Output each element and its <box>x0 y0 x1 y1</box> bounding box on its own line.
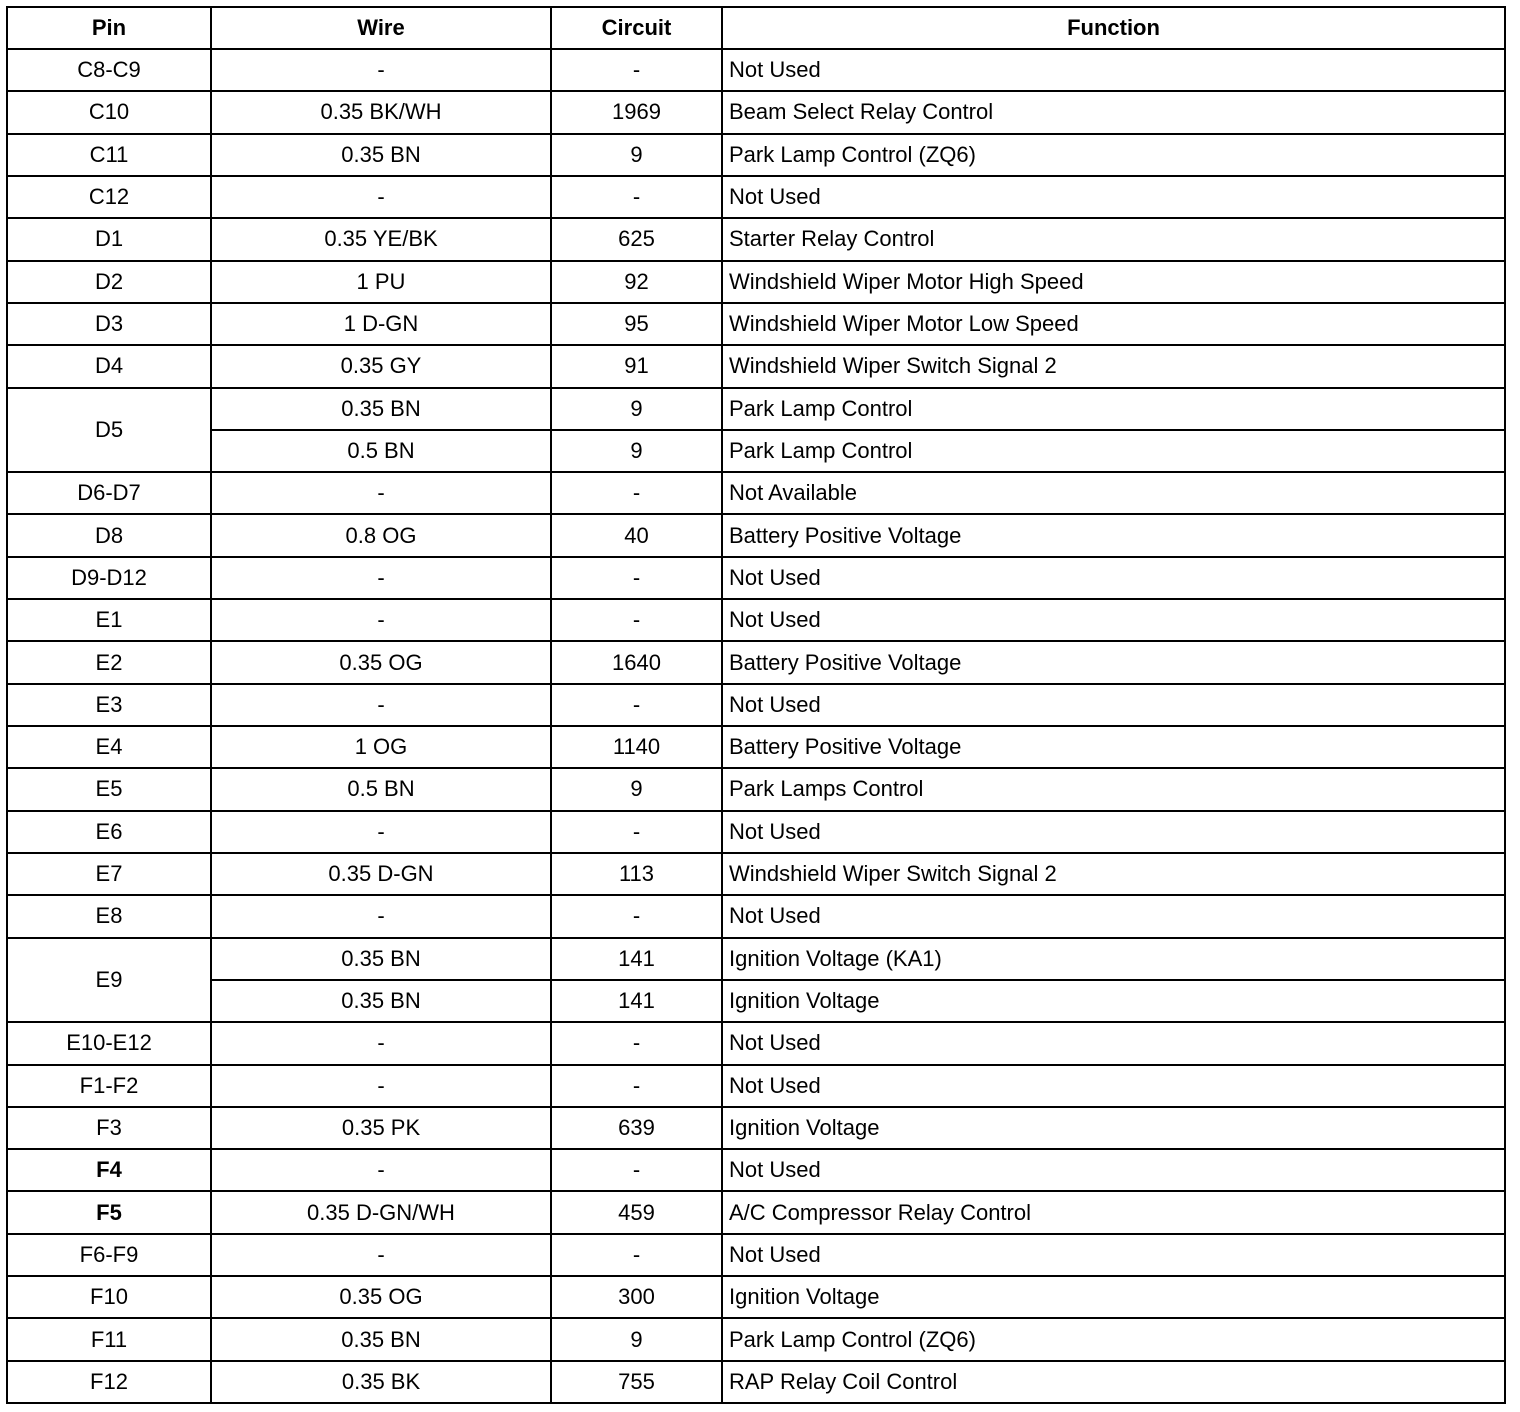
table-row <box>8 1361 1504 1402</box>
function-cell: Windshield Wiper Switch Signal 2 <box>722 345 1504 387</box>
wire-cell: 0.35 BN <box>211 980 551 1022</box>
circuit-cell: 141 <box>551 980 722 1022</box>
wire-cell: 0.35 BN <box>211 388 551 430</box>
wire-cell: - <box>211 1022 551 1064</box>
circuit-cell: 755 <box>551 1361 722 1402</box>
table-row <box>8 218 1504 260</box>
wire-cell: 1 D-GN <box>211 303 551 345</box>
circuit-cell: 639 <box>551 1107 722 1149</box>
wire-cell: 0.35 BK <box>211 1361 551 1402</box>
pin-cell: E7 <box>8 853 211 895</box>
function-cell: Park Lamp Control <box>722 430 1504 472</box>
table-row <box>8 895 1504 937</box>
function-cell: Battery Positive Voltage <box>722 726 1504 768</box>
table-row <box>8 49 1504 91</box>
circuit-cell: 141 <box>551 938 722 980</box>
pin-cell: C10 <box>8 91 211 133</box>
wire-cell: 0.35 OG <box>211 641 551 683</box>
circuit-cell: - <box>551 1022 722 1064</box>
table-header <box>8 8 1504 49</box>
circuit-cell: 1140 <box>551 726 722 768</box>
table-row <box>8 1022 1504 1064</box>
function-cell: Beam Select Relay Control <box>722 91 1504 133</box>
function-cell: Not Used <box>722 811 1504 853</box>
function-cell: A/C Compressor Relay Control <box>722 1191 1504 1233</box>
pin-cell: E3 <box>8 684 211 726</box>
table-row <box>8 811 1504 853</box>
table-row <box>8 1191 1504 1233</box>
function-cell: Not Available <box>722 472 1504 514</box>
pin-cell: F12 <box>8 1361 211 1402</box>
table-row <box>8 684 1504 726</box>
header-function: Function <box>722 8 1504 49</box>
connector-pinout-table-frame <box>6 6 1506 1404</box>
header-wire: Wire <box>211 8 551 49</box>
function-cell: Park Lamp Control (ZQ6) <box>722 1318 1504 1360</box>
header-pin: Pin <box>8 8 211 49</box>
circuit-cell: 40 <box>551 514 722 556</box>
circuit-cell: 9 <box>551 768 722 810</box>
circuit-cell: - <box>551 1065 722 1107</box>
function-cell: Not Used <box>722 1149 1504 1191</box>
circuit-cell: - <box>551 49 722 91</box>
table-row <box>8 853 1504 895</box>
wire-cell: - <box>211 49 551 91</box>
pin-cell: E1 <box>8 599 211 641</box>
circuit-cell: 92 <box>551 261 722 303</box>
table-row <box>8 599 1504 641</box>
wire-cell: 0.8 OG <box>211 514 551 556</box>
wire-cell: 0.35 YE/BK <box>211 218 551 260</box>
pin-cell: D9-D12 <box>8 557 211 599</box>
pin-cell: E6 <box>8 811 211 853</box>
circuit-cell: 1969 <box>551 91 722 133</box>
pin-cell: D2 <box>8 261 211 303</box>
table-row <box>8 1234 1504 1276</box>
function-cell: Ignition Voltage <box>722 1276 1504 1318</box>
function-cell: Park Lamp Control (ZQ6) <box>722 134 1504 176</box>
connector-pinout-table <box>8 8 1504 1402</box>
pin-cell: C12 <box>8 176 211 218</box>
pin-cell: F11 <box>8 1318 211 1360</box>
pin-cell: F6-F9 <box>8 1234 211 1276</box>
function-cell: Not Used <box>722 557 1504 599</box>
circuit-cell: 459 <box>551 1191 722 1233</box>
table-row <box>8 726 1504 768</box>
wire-cell: 1 PU <box>211 261 551 303</box>
circuit-cell: 625 <box>551 218 722 260</box>
table-row <box>8 641 1504 683</box>
pin-cell: C8-C9 <box>8 49 211 91</box>
function-cell: Battery Positive Voltage <box>722 514 1504 556</box>
function-cell: Windshield Wiper Switch Signal 2 <box>722 853 1504 895</box>
pin-cell: D3 <box>8 303 211 345</box>
wire-cell: 0.35 BN <box>211 1318 551 1360</box>
table-row <box>8 303 1504 345</box>
function-cell: Not Used <box>722 1065 1504 1107</box>
function-cell: RAP Relay Coil Control <box>722 1361 1504 1402</box>
circuit-cell: 1640 <box>551 641 722 683</box>
pin-cell: D4 <box>8 345 211 387</box>
circuit-cell: 300 <box>551 1276 722 1318</box>
table-row <box>8 557 1504 599</box>
circuit-cell: - <box>551 557 722 599</box>
circuit-cell: - <box>551 1234 722 1276</box>
wire-cell: - <box>211 1065 551 1107</box>
wire-cell: - <box>211 811 551 853</box>
wire-cell: 1 OG <box>211 726 551 768</box>
table-row <box>8 1149 1504 1191</box>
circuit-cell: - <box>551 684 722 726</box>
table-row <box>8 472 1504 514</box>
wire-cell: 0.35 BN <box>211 938 551 980</box>
wire-cell: 0.35 D-GN/WH <box>211 1191 551 1233</box>
table-body <box>8 49 1504 1402</box>
pin-cell: D5 <box>8 388 211 473</box>
pin-cell: F3 <box>8 1107 211 1149</box>
wire-cell: - <box>211 557 551 599</box>
function-cell: Not Used <box>722 895 1504 937</box>
table-row <box>8 345 1504 387</box>
table-row <box>8 1065 1504 1107</box>
table-row <box>8 938 1504 980</box>
table-row <box>8 388 1504 430</box>
table-row <box>8 768 1504 810</box>
function-cell: Not Used <box>722 684 1504 726</box>
table-row <box>8 1318 1504 1360</box>
wire-cell: 0.35 D-GN <box>211 853 551 895</box>
wire-cell: - <box>211 176 551 218</box>
circuit-cell: 9 <box>551 430 722 472</box>
table-row <box>8 514 1504 556</box>
pin-cell: F4 <box>8 1149 211 1191</box>
circuit-cell: 113 <box>551 853 722 895</box>
pin-cell: D1 <box>8 218 211 260</box>
function-cell: Not Used <box>722 1234 1504 1276</box>
function-cell: Windshield Wiper Motor Low Speed <box>722 303 1504 345</box>
pin-cell: C11 <box>8 134 211 176</box>
pin-cell: E10-E12 <box>8 1022 211 1064</box>
circuit-cell: - <box>551 176 722 218</box>
header-circuit: Circuit <box>551 8 722 49</box>
wire-cell: 0.35 OG <box>211 1276 551 1318</box>
wire-cell: 0.35 PK <box>211 1107 551 1149</box>
function-cell: Battery Positive Voltage <box>722 641 1504 683</box>
table-row <box>8 1276 1504 1318</box>
wire-cell: - <box>211 472 551 514</box>
circuit-cell: 9 <box>551 1318 722 1360</box>
pin-cell: E2 <box>8 641 211 683</box>
header-row <box>8 8 1504 49</box>
function-cell: Windshield Wiper Motor High Speed <box>722 261 1504 303</box>
pin-cell: E8 <box>8 895 211 937</box>
function-cell: Not Used <box>722 1022 1504 1064</box>
pin-cell: D6-D7 <box>8 472 211 514</box>
table-row <box>8 1107 1504 1149</box>
function-cell: Park Lamps Control <box>722 768 1504 810</box>
table-row <box>8 134 1504 176</box>
pin-cell: F5 <box>8 1191 211 1233</box>
wire-cell: - <box>211 599 551 641</box>
circuit-cell: 9 <box>551 134 722 176</box>
circuit-cell: 9 <box>551 388 722 430</box>
circuit-cell: - <box>551 599 722 641</box>
function-cell: Not Used <box>722 176 1504 218</box>
wire-cell: 0.35 GY <box>211 345 551 387</box>
pin-cell: D8 <box>8 514 211 556</box>
function-cell: Starter Relay Control <box>722 218 1504 260</box>
circuit-cell: - <box>551 811 722 853</box>
function-cell: Park Lamp Control <box>722 388 1504 430</box>
pin-cell: E5 <box>8 768 211 810</box>
wire-cell: 0.5 BN <box>211 430 551 472</box>
circuit-cell: - <box>551 895 722 937</box>
wire-cell: 0.35 BK/WH <box>211 91 551 133</box>
table-row <box>8 176 1504 218</box>
circuit-cell: 95 <box>551 303 722 345</box>
function-cell: Not Used <box>722 599 1504 641</box>
wire-cell: 0.35 BN <box>211 134 551 176</box>
wire-cell: - <box>211 1149 551 1191</box>
pin-cell: E4 <box>8 726 211 768</box>
function-cell: Ignition Voltage <box>722 1107 1504 1149</box>
table-row <box>8 430 1504 472</box>
circuit-cell: - <box>551 1149 722 1191</box>
wire-cell: - <box>211 895 551 937</box>
wire-cell: - <box>211 684 551 726</box>
table-row <box>8 980 1504 1022</box>
function-cell: Ignition Voltage <box>722 980 1504 1022</box>
pin-cell: F10 <box>8 1276 211 1318</box>
wire-cell: 0.5 BN <box>211 768 551 810</box>
pin-cell: E9 <box>8 938 211 1023</box>
wire-cell: - <box>211 1234 551 1276</box>
table-row <box>8 261 1504 303</box>
table-row <box>8 91 1504 133</box>
circuit-cell: - <box>551 472 722 514</box>
circuit-cell: 91 <box>551 345 722 387</box>
function-cell: Ignition Voltage (KA1) <box>722 938 1504 980</box>
pin-cell: F1-F2 <box>8 1065 211 1107</box>
function-cell: Not Used <box>722 49 1504 91</box>
